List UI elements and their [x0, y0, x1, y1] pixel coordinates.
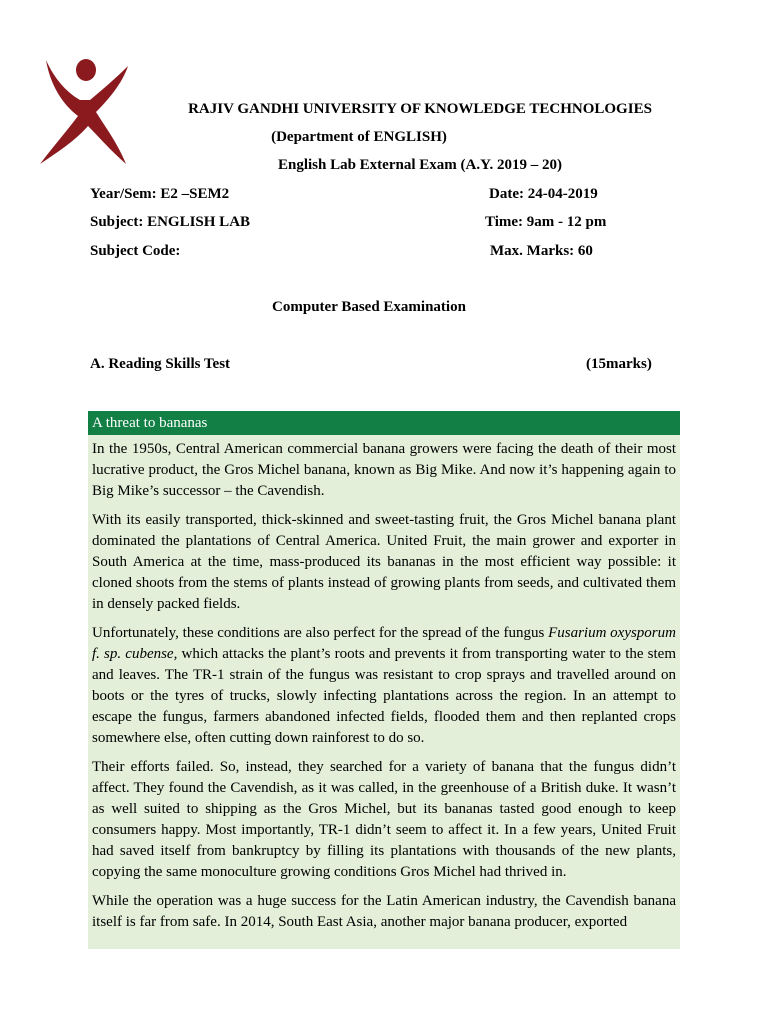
section-title: A. Reading Skills Test	[90, 356, 231, 372]
university-logo-icon	[36, 56, 132, 168]
exam-date: Date: 24-04-2019	[489, 186, 598, 202]
passage-body	[88, 435, 680, 949]
subject-code: Subject Code:	[90, 243, 181, 259]
section-marks: (15marks)	[586, 356, 652, 372]
exam-time: Time: 9am - 12 pm	[485, 214, 607, 230]
passage-paragraph: Unfortunately, these conditions are also perfect for the spread of the fungus Fusarium oxysporum f. sp. cubense, which attacks the plant’s roots and prevents it from transporting water to the stem and leaves. The TR-1 strain of the fungus was resistant to crop sprays and travelled around on boots or the tyres of trucks, slowly infecting plantations across the region. In an attempt to escape the fungus, farmers abandoned infected fields, flooded them and then replanted crops somewhere else, often cutting down rainforest to do so.	[92, 625, 676, 746]
exam-title: English Lab External Exam (A.Y. 2019 – 20)	[277, 157, 563, 173]
fungus-name: Fusarium oxysporum f. sp. cubense,	[92, 625, 676, 662]
max-marks: Max. Marks: 60	[490, 243, 593, 259]
passage-title: A threat to bananas	[88, 411, 680, 435]
university-name: RAJIV GANDHI UNIVERSITY OF KNOWLEDGE TECHNOLOGIES	[188, 101, 652, 117]
passage-paragraph: While the operation was a huge success for the Latin American industry, the Cavendish banana itself is far from safe. In 2014, South East Asia, another major banana producer, exported	[92, 893, 676, 930]
passage-paragraph: Their efforts failed. So, instead, they searched for a variety of banana that the fungus didn’t affect. They found the Cavendish, as it was called, in the greenhouse of a British duke. It wasn’t as well suited to shipping as the Gros Michel, but its bananas tasted good enough to keep consumers happy. Most importantly, TR-1 didn’t seem to affect it. In a few years, United Fruit had saved itself from bankruptcy by filling its plantations with thousands of the new plants, copying the same monoculture growing conditions Gros Michel had thrived in.	[92, 759, 676, 880]
year-sem: Year/Sem: E2 –SEM2	[90, 186, 230, 202]
exam-type: Computer Based Examination	[272, 299, 466, 315]
passage-paragraph: In the 1950s, Central American commercial banana growers were facing the death of their most lucrative product, the Gros Michel banana, known as Big Mike. And now it’s happening again to Big Mike’s successor – the Cavendish.	[92, 441, 676, 499]
passage-paragraph: With its easily transported, thick-skinned and sweet-tasting fruit, the Gros Michel banana plant dominated the plantations of Central America. United Fruit, the main grower and exporter in South America at the time, mass-produced its bananas in the most efficient way possible: it cloned shoots from the stems of plants instead of growing plants from seeds, and cultivated them in densely packed fields.	[92, 512, 676, 612]
subject: Subject: ENGLISH LAB	[90, 214, 251, 230]
department-name: (Department of ENGLISH)	[271, 129, 447, 145]
reading-passage	[88, 411, 680, 949]
